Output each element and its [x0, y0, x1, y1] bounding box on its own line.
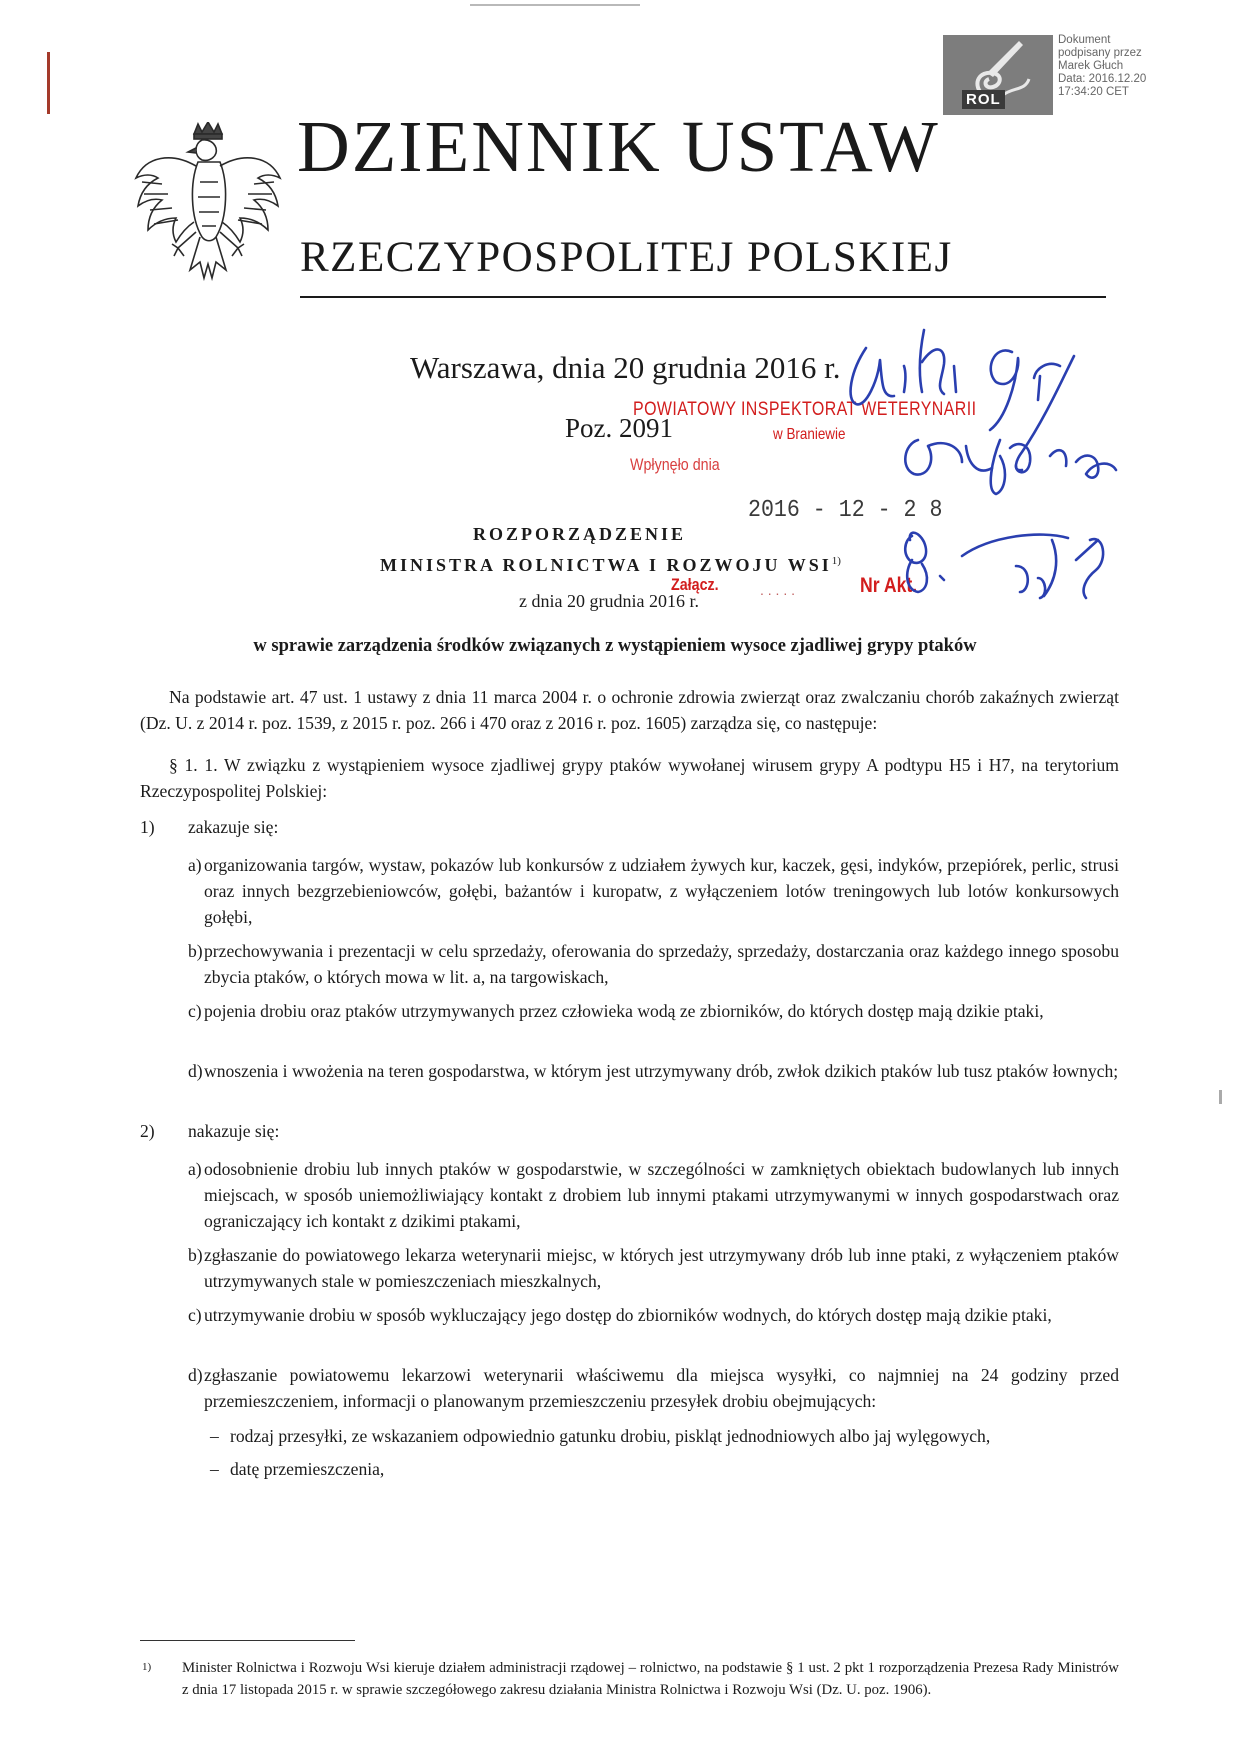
dash-bullet: – — [210, 1426, 219, 1446]
list-item: odosobnienie drobiu lub innych ptaków w gospodarstwie, w szczególności w zamkniętych obiektach budowlanych lub innych miejscach, w sposób uniemożliwiający kontakt z drobiem lub innymi ptakami utrzymywanymi w innych gospodarstwach oraz ograniczający ich kontakt z dzikimi ptakami, — [204, 1159, 1119, 1231]
footnote-text: Minister Rolnictwa i Rozwoju Wsi kieruje działem administracji rządowej – rolnictwo, na podstawie § 1 ust. 2 pkt 1 rozporządzenia Prezesa Rady Ministrów z dnia 17 listopada 2015 r. w sprawie szczegółowego zakresu działania Ministra Rolnictwa i Rozwoju Wsi (Dz. U. poz. 1906). — [182, 1660, 1119, 1698]
journal-subtitle: RZECZYPOSPOLITEJ POLSKIEJ — [300, 234, 953, 281]
footnote-mark: 1) — [142, 1661, 152, 1673]
position-number: Poz. 2091 — [565, 413, 673, 443]
signature-line: Dokument — [1058, 34, 1111, 46]
stamp-town: w Braniewie — [773, 426, 846, 443]
stamp-received-label: Wpłynęło dnia — [630, 455, 720, 474]
dash-item: rodzaj przesyłki, ze wskazaniem odpowiednio gatunku drobiu, piskląt jednodniowych albo jaj wylęgowych, — [230, 1426, 991, 1446]
signature-line: Data: 2016.12.20 — [1058, 73, 1147, 85]
list-item: utrzymywanie drobiu w sposób wykluczający jego dostęp do zbiorników wodnych, do których dostęp mają dzikie ptaki, — [204, 1305, 1052, 1325]
point-text: zakazuje się: — [188, 817, 279, 837]
point-text: nakazuje się: — [188, 1121, 280, 1141]
journal-title: DZIENNIK USTAW — [297, 106, 940, 187]
stamp-dots: . . . . . — [760, 582, 796, 598]
act-type: ROZPORZĄDZENIE — [473, 524, 687, 544]
list-item: wnoszenia i wwożenia na teren gospodarstwa, w którym jest utrzymywany drób, zwłok dzikich ptaków lub tusz ptaków łownych; — [204, 1061, 1119, 1081]
stamp-attachments: Załącz. — [671, 575, 719, 594]
section-1-paragraph: § 1. 1. W związku z wystąpieniem wysoce zjadliwej grypy ptaków wywołanej wirusem grypy A podtypu H5 i H7, na terytorium Rzeczypospolitej Polskiej: — [140, 755, 1119, 801]
signature-line: podpisany przez — [1058, 47, 1142, 59]
point-number: 2) — [140, 1121, 155, 1141]
stamp-file-number: Nr Akt. — [860, 574, 918, 597]
act-title: w sprawie zarządzenia środków związanych z wystąpieniem wysoce zjadliwej grypy ptaków — [253, 636, 977, 656]
scan-artifact-line — [470, 4, 640, 6]
footnote-divider — [140, 1640, 355, 1641]
scan-artifact-speck — [1219, 1090, 1222, 1104]
polish-eagle-emblem — [132, 122, 284, 292]
signature-details — [1058, 34, 1238, 99]
list-item: pojenia drobiu oraz ptaków utrzymywanych przez człowieka wodą ze zbiorników, do których dostęp mają dzikie ptaki, — [204, 1001, 1044, 1021]
signature-line: Marek Głuch — [1058, 60, 1124, 72]
act-date: z dnia 20 grudnia 2016 r. — [519, 591, 699, 611]
act-authority-text: MINISTRA ROLNICTWA I ROZWOJU WSI — [380, 555, 832, 575]
item-label: c) — [188, 1305, 202, 1325]
act-authority — [380, 555, 841, 576]
dash-bullet: – — [210, 1459, 219, 1479]
item-label: b) — [188, 1245, 203, 1265]
header-divider — [300, 296, 1106, 298]
legal-basis-paragraph: Na podstawie art. 47 ust. 1 ustawy z dnia 11 marca 2004 r. o ochronie zdrowia zwierząt oraz zwalczaniu chorób zakaźnych zwierząt (Dz. U. z 2014 r. poz. 1539, z 2015 r. poz. 266 i 470 oraz z 2016 r. poz. 1605) zarządza się, co następuje: — [140, 687, 1119, 733]
item-label: d) — [188, 1365, 203, 1385]
item-label: a) — [188, 855, 202, 875]
list-item: organizowania targów, wystaw, pokazów lub konkursów z udziałem żywych kur, kaczek, gęsi, indyków, przepiórek, perlic, strusi oraz innych bezgrzebieniowców, gołębi, bażantów i kuropatw, z wyłączeniem lotów treningowych lub lotów konkursowych gołębi, — [204, 855, 1119, 927]
dash-item: datę przemieszczenia, — [230, 1459, 385, 1479]
item-label: c) — [188, 1001, 202, 1021]
point-number: 1) — [140, 817, 155, 837]
publication-date: Warszawa, dnia 20 grudnia 2016 r. — [410, 350, 841, 385]
stamp-office: POWIATOWY INSPEKTORAT WETERYNARII — [633, 399, 977, 420]
item-label: b) — [188, 941, 203, 961]
signature-badge: ROL — [962, 90, 1005, 109]
signature-line: 17:34:20 CET — [1058, 86, 1129, 98]
list-item: przechowywania i prezentacji w celu sprzedaży, oferowania do sprzedaży, sprzedaży, dostarczania oraz każdego innego sposobu zbycia ptaków, o których mowa w lit. a, na targowiskach, — [204, 941, 1119, 987]
footnote-reference: 1) — [831, 555, 841, 567]
list-item: zgłaszanie powiatowemu lekarzowi weterynarii właściwemu dla miejsca wysyłki, co najmniej na 24 godziny przed przemieszczeniem, informacji o planowanym przemieszczeniu przesyłek drobiu obejmujących: — [204, 1365, 1119, 1411]
item-label: d) — [188, 1061, 203, 1081]
item-label: a) — [188, 1159, 202, 1179]
list-item: zgłaszanie do powiatowego lekarza weterynarii miejsc, w których jest utrzymywany drób lub inne ptaki, z wyłączeniem ptaków utrzymywanych stale w pomieszczeniach mieszkalnych, — [204, 1245, 1119, 1291]
scan-artifact-mark — [47, 52, 50, 114]
stamp-received-date: 2016 - 12 - 2 8 — [748, 497, 943, 524]
